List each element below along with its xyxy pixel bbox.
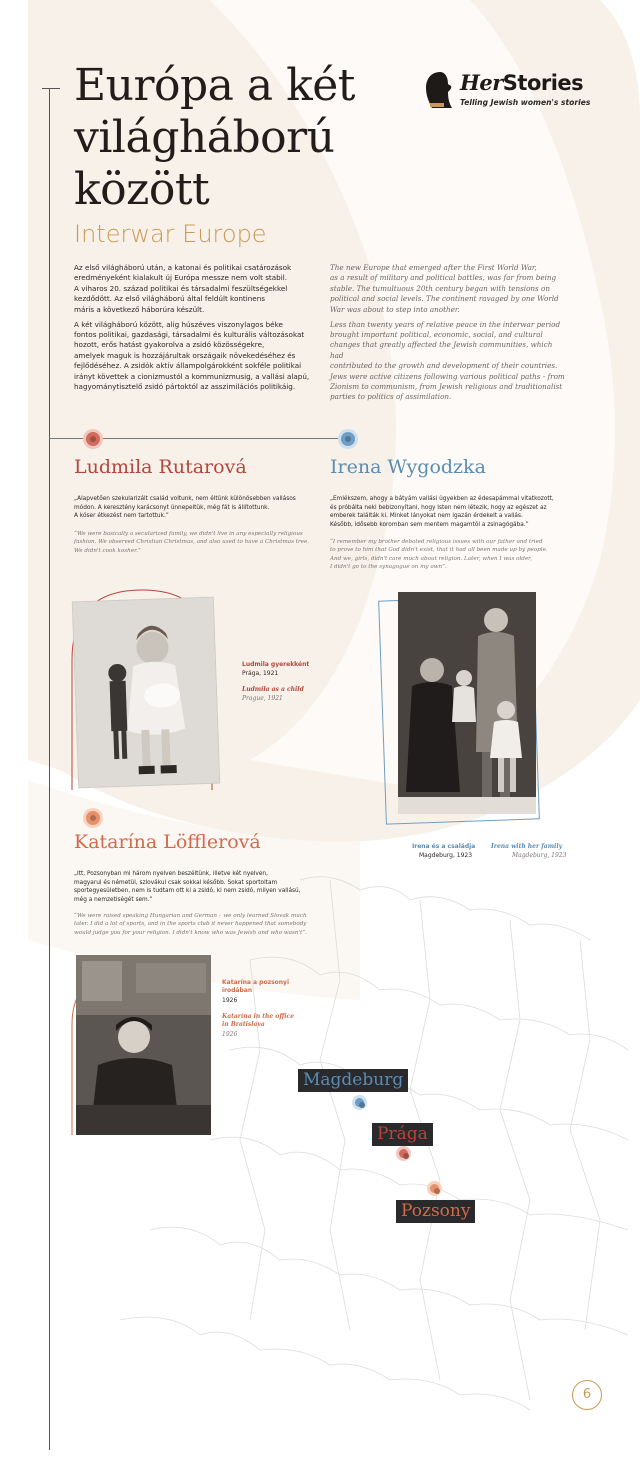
irena-quote-en: “I remember my brother debated religious issues with our father and tried to prove to him that God didn't exist, that it had all been made up by people. And we, girls, didn't care much about religion. Later, when I was older, I didn't go to the synagogue on my own”.	[330, 539, 548, 571]
intro-en-paragraph-2: Less than twenty years of relative peace in the interwar period brought important political, economic, social, and cultural changes that greatly affected the Jewish communities, which had contributed to the growth and development of their countries. Jews were active citizens following various political paths - from Zionism to communism, from Jewish religious and traditionalist parties to politics of assimilation.	[330, 319, 565, 402]
ludmila-quote-hu: „Alapvetően szekularizált család voltunk, nem éltünk különösebben vallásos módon. A keresztény karácsonyt ünnepeltük, még fát is állítottunk. A kóser étkezést nem tartottuk.”	[74, 496, 296, 520]
ludmila-marker-dot	[86, 432, 100, 446]
page-number: 6	[572, 1380, 602, 1410]
page-subtitle: Interwar Europe	[74, 220, 267, 248]
timeline-vertical-line	[49, 88, 50, 1450]
intro-en-paragraph-1: The new Europe that emerged after the First World War, as a result of military and political battles, was far from being stable. The tumultuous 20th century began with tensions on political and social levels. The continent ravaged by one World War was about to step into another.	[330, 263, 559, 314]
intro-hungarian	[74, 263, 310, 397]
intro-hu-paragraph-2: A két világháború között, alig húszéves viszonylagos béke fontos politikai, gazdasági, társadalmi és kulturális változásokat hozott, erős hatást gyakorolva a zsidó közösségekre, amelyek maguk is hozzájárultak országaik növekedéséhez és fejlődéséhez. A zsidók aktív állampolgárokként sokféle politikai irányt követtek a cionizmustól a kommunizmusig, a vallási alapú, hagyománytisztelő zsidó pártoktól az asszimilációs politikáig.	[74, 319, 310, 391]
irena-quote-hu: „Emlékszem, ahogy a bátyám vallási ügyekben az édesapámmal vitatkozott, és próbálta neki bebizonyítani, hogy Isten nem létezik, hogy az egészet az emberek találták ki. Minket lányokat nem igazán érdekelt a vallás. Később, idősebb koromban sem mentem magamtól a zsinagógába.”	[330, 496, 554, 528]
map-label-praga: Prága	[372, 1123, 433, 1146]
irena-caption-place-hu: Magdeburg, 1923	[419, 852, 473, 859]
katarina-caption-en: Katarína in the office in Bratislava	[222, 1013, 295, 1028]
ludmila-child-photo	[73, 598, 219, 788]
ludmila-caption-place-en: Prague, 1921	[242, 695, 283, 702]
page-title: Európa a két világháború között	[74, 60, 355, 215]
logo-wordmark: HerStories	[460, 70, 584, 95]
katarina-caption-place-hu: 1926	[222, 997, 238, 1004]
ludmila-caption-en: Ludmila as a child	[242, 686, 304, 693]
map-label-magdeburg: Magdeburg	[298, 1069, 408, 1092]
irena-caption-hu: Irena és a családja	[412, 843, 476, 850]
map-pin-magdeburg	[355, 1098, 364, 1107]
katarina-quote-hu: „Itt, Pozsonyban mi három nyelven beszéltünk, illetve két nyelven, magyarul és németül, szlovákul csak sokkal később. Sokat sportoltam sportegyesületben, nem is tudtam ott ki a zsidó, ki nem zsidó, milyen vallású, még a nemzetiségét sem.”	[74, 871, 301, 903]
ludmila-caption-hu: Ludmila gyerekként	[242, 661, 310, 668]
map-pin-praga	[399, 1149, 408, 1158]
irena-marker-dot	[341, 432, 355, 446]
intro-english	[330, 263, 566, 407]
irena-name: Irena Wygodzka	[330, 456, 486, 478]
woman-in-office-image	[76, 955, 211, 1135]
family-portrait-image	[398, 592, 536, 814]
katarina-name: Katarína Löfflerová	[74, 831, 261, 853]
map-pin-pozsony	[430, 1184, 439, 1193]
irena-family-photo	[398, 592, 536, 814]
katarina-quote-en: “We were raised speaking Hungarian and German – we only learned Slovak much later. I did a lot of sports, and in the sports club it never happened that somebody would judge you for your religion. I didn't know who was Jewish and who wasn't”.	[74, 913, 307, 936]
ludmila-quote-en: “We were basically a secularized family, we didn't live in any especially religious fashion. We observed Christian Christmas, and also used to have a Christmas tree. We didn't cook kosher.”	[74, 531, 310, 554]
herstories-logo	[424, 70, 594, 110]
katarina-caption-place-en: 1926	[222, 1031, 238, 1038]
katarina-office-photo	[76, 955, 211, 1135]
irena-caption-en: Irena with her family	[491, 843, 563, 850]
intro-hu-paragraph-1: Az első világháború után, a katonai és politikai csatározások eredményeként kialakult új Európa messze nem volt stabil. A viharos 20. század politikai és társadalmi feszültségekkel kezdődött. Az első világháború által feldúlt kontinens máris a következő háborúra készült.	[74, 263, 292, 314]
irena-caption-place-en: Magdeburg, 1923	[512, 852, 567, 859]
child-with-toys-image	[73, 598, 219, 788]
ludmila-name: Ludmila Rutarová	[74, 456, 247, 478]
logo-tagline: Telling Jewish women's stories	[460, 98, 591, 107]
woman-silhouette-icon	[424, 70, 456, 110]
timeline-top-tick	[42, 88, 60, 89]
katarina-caption-hu: Katarína a pozsonyi irodában	[222, 979, 290, 994]
katarina-marker-dot	[86, 811, 100, 825]
map-label-pozsony: Pozsony	[396, 1200, 475, 1223]
ludmila-caption-place-hu: Prága, 1921	[242, 670, 279, 677]
